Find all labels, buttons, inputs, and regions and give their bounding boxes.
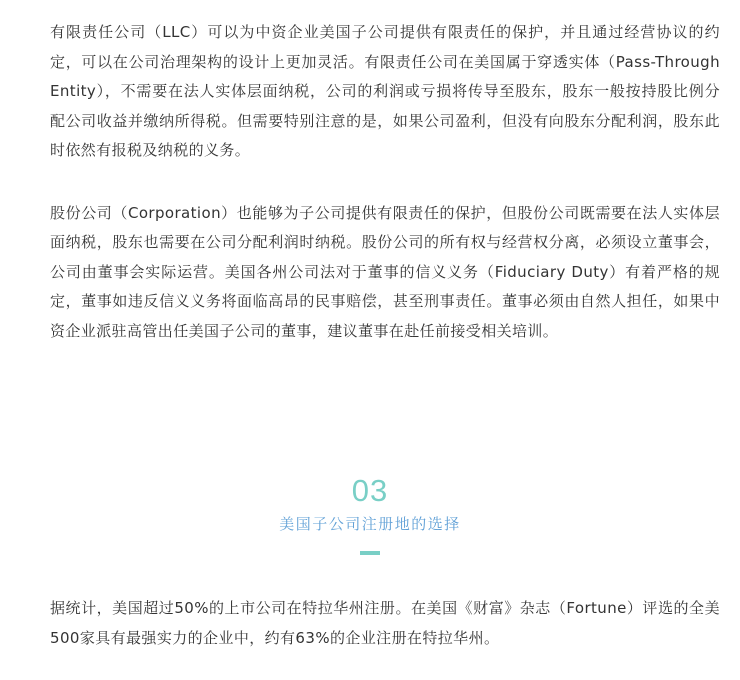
article-tail — [50, 594, 720, 653]
section-number: 03 — [351, 473, 389, 508]
article-body — [50, 18, 720, 346]
paragraph-llc: 有限责任公司（LLC）可以为中资企业美国子公司提供有限责任的保护，并且通过经营协议的约定，可以在公司治理架构的设计上更加灵活。有限责任公司在美国属于穿透实体（Pass-Through Entity），不需要在法人实体层面纳税，公司的利润或亏损将传导至股东，股东一般按持股比例分配公司收益并缴纳所得税。但需要特别注意的是，如果公司盈利，但没有向股东分配利润，股东此时依然有报税及纳税的义务。 — [50, 23, 720, 159]
section-header — [0, 472, 740, 555]
paragraph-corporation: 股份公司（Corporation）也能够为子公司提供有限责任的保护，但股份公司既需要在法人实体层面纳税，股东也需要在公司分配利润时纳税。股份公司的所有权与经营权分离，必须设立董事会，公司由董事会实际运营。美国各州公司法对于董事的信义义务（Fiduciary Duty）有着严格的规定，董事如违反信义义务将面临高昂的民事赔偿，甚至刑事责任。董事必须由自然人担任，如果中资企业派驻高管出任美国子公司的董事，建议董事在赴任前接受相关培训。 — [50, 203, 720, 340]
section-title: 美国子公司注册地的选择 — [279, 515, 461, 533]
paragraph-delaware: 据统计，美国超过50%的上市公司在特拉华州注册。在美国《财富》杂志（Fortune）评选的全美500家具有最强实力的企业中，约有63%的企业注册在特拉华州。 — [50, 599, 720, 647]
section-divider — [360, 551, 380, 555]
